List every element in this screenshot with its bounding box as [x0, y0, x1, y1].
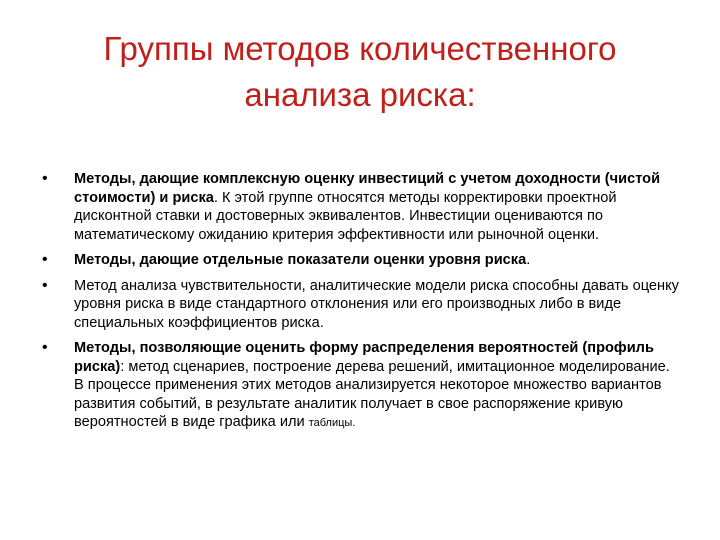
bullet-4-tail: . [352, 417, 356, 429]
bullet-1-text: . К этой группе относятся методы корректировки проектной дисконтной ставки и достоверных эквивалентов. Инвестиции оцениваются по математическому ожиданию критерия эффективности или рыночной оценки. [74, 189, 617, 243]
bullet-4-small: таблицы [308, 417, 353, 429]
bullet-item-2 [42, 251, 682, 270]
bullet-dot-icon: • [42, 339, 48, 356]
bullet-item-3 [42, 277, 682, 333]
bullet-dot-icon: • [42, 251, 48, 268]
bullet-dot-icon: • [42, 170, 48, 187]
bullet-2-text: . [526, 252, 531, 268]
slide-title [20, 26, 700, 118]
title-line-2: анализа риска: [244, 76, 476, 113]
bullet-item-4 [42, 339, 682, 433]
bullet-2-bold: Методы, дающие отдельные показатели оценки уровня риска [74, 252, 527, 268]
bullet-list [42, 170, 682, 440]
bullet-1-bold: Методы, дающие комплексную оценку инвестиций с учетом доходности (чистой стоимости) и риска [74, 171, 661, 206]
bullet-4-bold: Методы, позволяющие оценить форму распределения вероятностей (профиль риска) [74, 340, 654, 375]
bullet-dot-icon: • [42, 276, 48, 294]
bullet-4-text: : метод сценариев, построение дерева решений, имитационное моделирование. В процессе применения этих методов анализируется некоторое множество вариантов развития событий, в результате аналитик получает в свое распоряжение кривую вероятностей в виде графика или [74, 358, 670, 430]
bullet-3-text: Метод анализа чувствительности, аналитические модели риска способны давать оценку уровня риска в виде стандартного отклонения или его производных либо в виде специальных коэффициентов риска. [74, 277, 679, 331]
title-line-1: Группы методов количественного [103, 30, 617, 67]
bullet-item-1 [42, 170, 682, 244]
